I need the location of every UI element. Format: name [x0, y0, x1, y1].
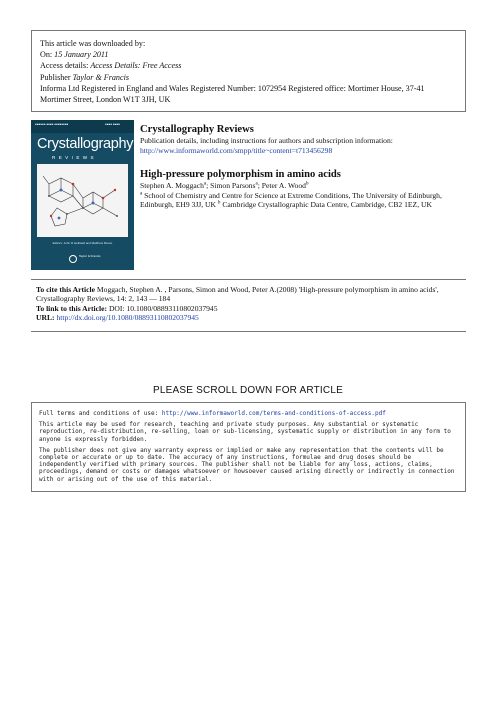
crystal-structure-figure: [37, 164, 128, 237]
scroll-notice: PLEASE SCROLL DOWN FOR ARTICLE: [153, 385, 343, 396]
cite-line: [36, 285, 466, 304]
doi-value: 10.1080/08893110802037945: [126, 303, 218, 313]
download-date-line: [40, 49, 457, 60]
url-line: [36, 313, 466, 322]
download-date: 15 January 2011: [54, 50, 109, 60]
link-label: To link to this Article:: [36, 303, 108, 313]
affiliation-mark: b: [217, 200, 221, 206]
citation-block: [36, 285, 466, 323]
doi-line: [36, 304, 466, 313]
downloaded-by-line: This article was downloaded by:: [40, 39, 146, 48]
affiliation-text: Cambridge Crystallographic Data Centre, Cambridge, CB2 1EZ, UK: [222, 200, 432, 210]
doi-label: DOI:: [108, 303, 125, 313]
on-label: On:: [40, 50, 53, 60]
publisher-line: [40, 72, 457, 83]
terms-url-link[interactable]: http://www.informaworld.com/terms-and-conditions-of-access.pdf: [161, 410, 386, 417]
download-info-box: [31, 30, 466, 112]
access-label: Access details:: [40, 61, 89, 71]
terms-box: [31, 402, 466, 492]
article-info: [140, 124, 470, 210]
cover-issn: ▪▪▪▪ ▪▪▪▪: [105, 123, 120, 126]
cite-text: Moggach, Stephen A. , Parsons, Simon and Wood, Peter A.(2008) 'High-pressure polymorphism in amino acids', Crystallography Reviews, 14: 2, 143 — 184: [36, 285, 439, 304]
publisher-label: Publisher: [40, 72, 71, 82]
author-name: Peter A. Wood: [261, 181, 306, 191]
author-aff-mark: b: [305, 181, 309, 187]
article-title: High-pressure polymorphism in amino acids: [140, 169, 341, 181]
affiliation-text: School of Chemistry and Centre for Science at Extreme Conditions, The University of Edinburgh, Edinburgh, EH9 3JJ, UK: [140, 190, 442, 210]
informa-registration: Informa Ltd Registered in England and Wales Registered Number: 1072954 Registered office: Mortimer House, 37-41 Mortimer Street, London W1T 3JH, UK: [40, 83, 425, 105]
journal-cover-image: [31, 120, 134, 270]
author-name: Stephen A. Moggach: [140, 181, 204, 191]
journal-title: Crystallography Reviews: [140, 124, 254, 135]
cover-figure-panel: [37, 164, 128, 237]
cover-subtitle: REVIEWS: [52, 155, 97, 160]
publisher-logo-icon: [69, 255, 77, 263]
author-aff-mark: a: [203, 181, 207, 187]
access-details-line: [40, 60, 457, 71]
access-value: Access Details: Free Access: [90, 61, 182, 71]
terms-paragraph-1: This article may be used for research, teaching and private study purposes. Any substantial or systematic reproduction, re-distribution, re-selling, loan or sub-licensing, systematic supply or distribution in any form to anyone is expressly forbidden.: [39, 421, 451, 443]
doi-url-link[interactable]: http://dx.doi.org/10.1080/08893110802037945: [56, 313, 199, 323]
author-aff-mark: a: [255, 181, 258, 187]
full-terms-line: [39, 410, 458, 417]
cover-title: Crystallography: [37, 136, 134, 152]
terms-paragraph-2: The publisher does not give any warranty express or implied or make any representation that the contents will be complete or accurate or up to date. The accuracy of any instructions, formulae and drug doses should be independently verified with primary sources. The publisher shall not be liable for any loss, actions, claims, proceedings, demand or costs or damages whatsoever or howsoever caused arising directly or indirectly in connection with or arising out of the use of this material.: [39, 446, 455, 483]
url-label: URL:: [36, 313, 55, 323]
affiliation-mark: a: [140, 191, 143, 197]
cite-label: To cite this Article: [36, 285, 95, 294]
divider-top: [31, 279, 466, 280]
publisher-logo-text: Taylor & Francis: [79, 254, 101, 258]
journal-url-link[interactable]: http://www.informaworld.com/smpp/title~content=t713456298: [140, 145, 333, 155]
authors-line: Stephen A. Moggach$^a$; Simon Parsons$^a$; Peter A. Wood$^b$: [140, 181, 309, 191]
cover-editors: Editors: John R Helliwell and Matthew Moore: [52, 241, 113, 245]
author-name: Simon Parsons: [210, 181, 256, 191]
full-terms-label: Full terms and conditions of use:: [39, 410, 159, 417]
cover-issue-info: ▪▪▪▪▪▪ ▪▪▪▪ ▪▪▪▪▪▪▪▪: [35, 123, 69, 126]
publisher-name: Taylor & Francis: [72, 72, 129, 82]
divider-bottom: [31, 331, 466, 332]
affiliations: [140, 191, 470, 210]
publication-note: Publication details, including instructions for authors and subscription information:: [140, 136, 393, 145]
cover-top-strip: [31, 120, 134, 133]
